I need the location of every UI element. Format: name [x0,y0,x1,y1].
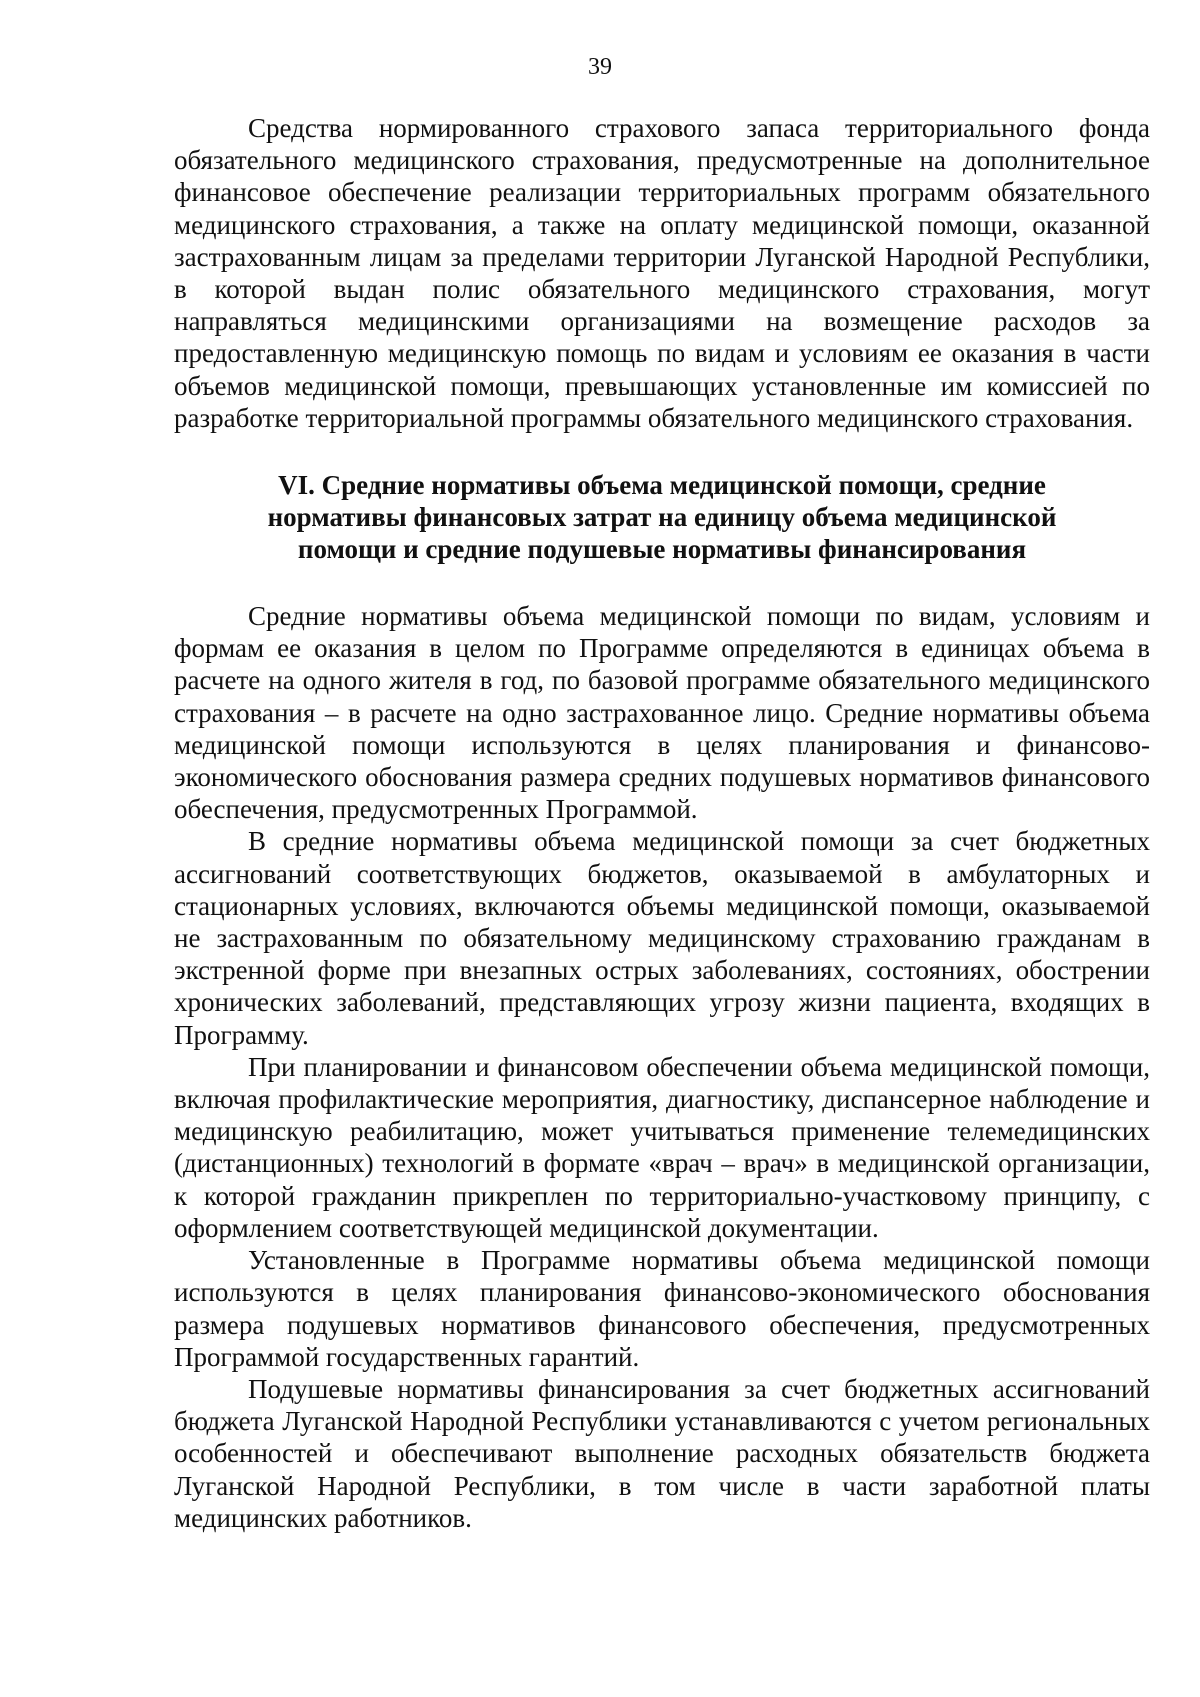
section-heading-line: помощи и средние подушевые нормативы финансирования [297,534,1027,565]
body-paragraph: В средние нормативы объема медицинской помощи за счет бюджетных ассигнований соответствующих бюджетов, оказываемой в амбулаторных и стационарных условиях, включаются объемы медицинской помощи, оказываемой не застрахованным по обязательному медицинскому страхованию гражданам в экстренной форме при внезапных острых заболеваниях, состояниях, обострении хронических заболеваний, представляющих угрозу жизни пациента, входящих в Программу. [174,826,1150,1050]
document-body [174,112,1150,1534]
body-paragraph: Установленные в Программе нормативы объема медицинской помощи используются в целях планирования финансово-экономического обоснования размера подушевых нормативов финансового обеспечения, предусмотренных Программой государственных гарантий. [174,1245,1150,1372]
section-heading-line: VI. Средние нормативы объема медицинской помощи, средние [278,470,1046,501]
section-heading-line: нормативы финансовых затрат на единицу объема медицинской [267,502,1057,533]
body-paragraph: При планировании и финансовом обеспечении объема медицинской помощи, включая профилактические мероприятия, диагностику, диспансерное наблюдение и медицинскую реабилитацию, может учитываться применение телемедицинских (дистанционных) технологий в формате «врач – врач» в медицинской организации, к которой гражданин прикреплен по территориально-участковому принципу, с оформлением соответствующей медицинской документации. [174,1051,1150,1243]
section-heading [174,469,1150,565]
body-paragraph: Средние нормативы объема медицинской помощи по видам, условиям и формам ее оказания в целом по Программе определяются в единицах объема в расчете на одного жителя в год, по базовой программе обязательного медицинского страхования – в расчете на одно застрахованное лицо. Средние нормативы объема медицинской помощи используются в целях планирования и финансово-экономического обоснования размера средних подушевых нормативов финансового обеспечения, предусмотренных Программой. [174,601,1150,825]
page-number: 39 [588,54,612,80]
body-paragraph: Средства нормированного страхового запаса территориального фонда обязательного медицинского страхования, предусмотренные на дополнительное финансовое обеспечение реализации территориальных программ обязательного медицинского страхования, а также на оплату медицинской помощи, оказанной застрахованным лицам за пределами территории Луганской Народной Республики, в которой выдан полис обязательного медицинского страхования, могут направляться медицинскими организациями на возмещение расходов за предоставленную медицинскую помощь по видам и условиям ее оказания в части объемов медицинской помощи, превышающих установленные им комиссией по разработке территориальной программы обязательного медицинского страхования. [174,113,1150,433]
body-paragraph: Подушевые нормативы финансирования за счет бюджетных ассигнований бюджета Луганской Народной Республики устанавливаются с учетом региональных особенностей и обеспечивают выполнение расходных обязательств бюджета Луганской Народной Республики, в том числе в части заработной платы медицинских работников. [174,1373,1150,1533]
